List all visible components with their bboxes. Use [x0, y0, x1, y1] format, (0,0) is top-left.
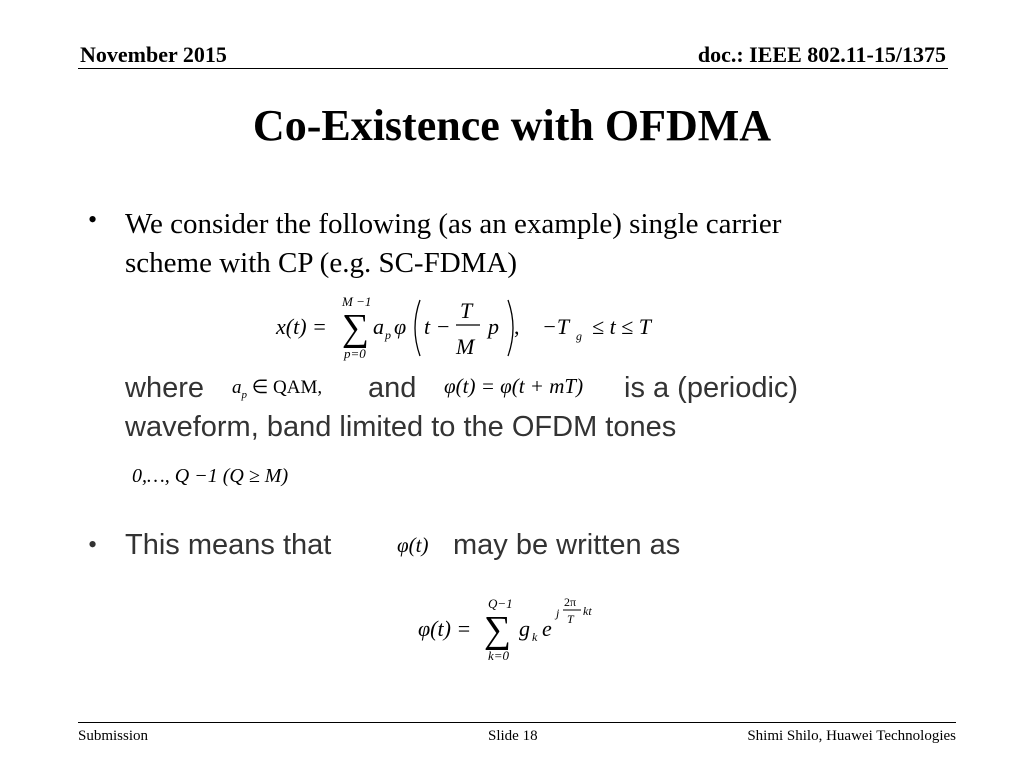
formula-xt-paren-left — [415, 300, 420, 356]
footer-divider — [78, 722, 956, 723]
tones-range: 0,…, Q −1 (Q ≥ M) — [132, 465, 289, 487]
formula-xt-arg-t: t − — [424, 314, 451, 339]
slide-title: Co-Existence with OFDMA — [252, 101, 772, 150]
formula-xt-sum-upper: M −1 — [342, 294, 372, 309]
formula-xt-lhs: x(t) = — [276, 314, 327, 339]
bullet-1-marker: • — [88, 205, 98, 234]
formula-phi-g-sub: k — [532, 630, 538, 644]
formula-phi-sum-sign: ∑ — [484, 609, 512, 651]
bullet-2-prefix: This means that — [125, 529, 332, 561]
formula-xt-sum-lower: p=0 — [344, 346, 366, 361]
header-date: November 2015 — [80, 42, 227, 67]
bullet-1-text — [125, 205, 781, 283]
ap-symbol: a — [232, 377, 242, 398]
where-label: where — [125, 372, 204, 404]
formula-xt-frac-den: M — [456, 334, 475, 359]
ap-subscript: p — [241, 388, 247, 401]
and-label: and — [368, 372, 417, 404]
ap-in-qam — [232, 376, 322, 401]
formula-xt-range: −T — [542, 314, 570, 339]
bullet-2-phi: φ(t) — [397, 533, 429, 557]
formula-xt-range-sub: g — [576, 329, 582, 343]
bullet-2-suffix: may be written as — [453, 529, 681, 561]
header-divider — [78, 68, 948, 69]
waveform-line: waveform, band limited to the OFDM tones — [125, 411, 677, 443]
formula-phi-exp-j: j — [556, 606, 560, 620]
footer-slide-number: Slide 18 — [488, 728, 538, 744]
ap-in-qam-text: ∈ QAM, — [251, 377, 323, 398]
header-doc-id: doc.: IEEE 802.11-15/1375 — [697, 42, 946, 67]
formula-xt-frac-num: T — [460, 298, 473, 323]
footer-author: Shimi Shilo, Huawei Technologies — [747, 728, 956, 744]
formula-xt-term: a — [373, 314, 384, 339]
formula-phi-sum-lower: k=0 — [488, 648, 510, 663]
is-periodic-label: is a (periodic) — [624, 372, 799, 404]
formula-phi-exp-den: T — [567, 612, 574, 626]
bullet-2-marker: • — [88, 530, 98, 559]
formula-phi-lhs: φ(t) = — [418, 616, 472, 641]
formula-xt-term-sub: p — [385, 328, 391, 342]
formula-phi-e: e — [542, 616, 552, 641]
formula-xt-comma: , — [514, 314, 520, 339]
formula-phi — [412, 590, 622, 666]
formula-xt-phi: φ — [394, 314, 407, 339]
bullet-1-line-1: We consider the following (as an example) single carrier — [125, 208, 782, 240]
formula-xt-arg-p: p — [488, 314, 499, 339]
formula-phi-sum-upper: Q−1 — [488, 596, 513, 611]
footer-submission: Submission — [78, 728, 149, 744]
where-line — [125, 371, 204, 405]
formula-xt-range-rest: ≤ t ≤ T — [592, 314, 651, 339]
formula-phi-g: g — [519, 616, 530, 641]
periodic-equation: φ(t) = φ(t + mT) — [444, 374, 584, 398]
formula-xt — [270, 292, 690, 364]
formula-xt-sum-sign: ∑ — [342, 307, 370, 349]
formula-phi-exp-num: 2π — [564, 595, 577, 609]
formula-xt-paren-right — [508, 300, 513, 356]
formula-phi-exp-kt: kt — [583, 604, 592, 618]
bullet-1-line-2: scheme with CP (e.g. SC-FDMA) — [125, 247, 518, 279]
